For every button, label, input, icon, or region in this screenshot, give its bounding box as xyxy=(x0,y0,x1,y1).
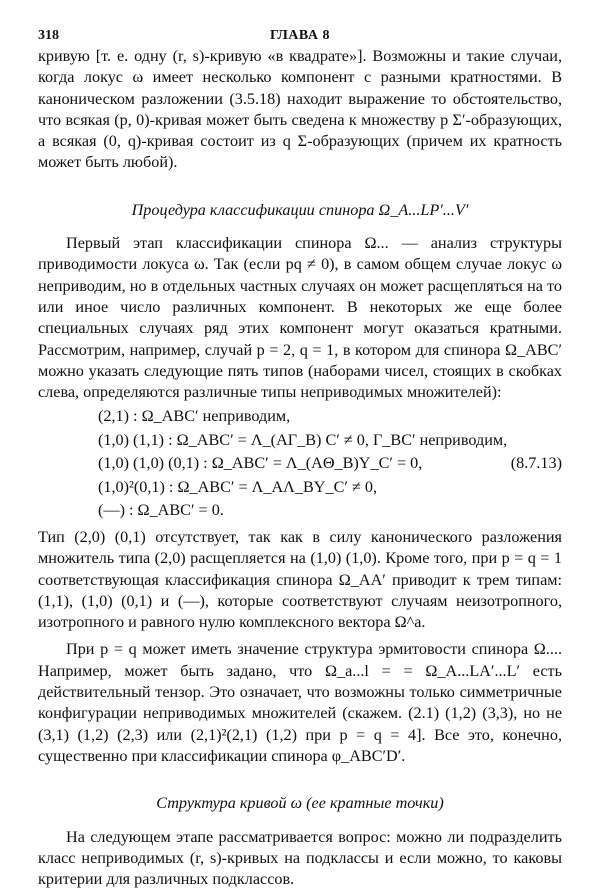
page-header xyxy=(38,28,562,48)
section-heading-classification: Процедура классификации спинора Ω_A...LP′...V′ xyxy=(131,200,469,219)
equation-number: (8.7.13) xyxy=(510,454,562,473)
formula-line: (1,0)²(0,1) : Ω_ABC′ = Λ_AΛ_BΥ_C′ ≠ 0, xyxy=(98,477,378,496)
section-heading-curve-structure: Структура кривой ω (ее кратные точки) xyxy=(156,794,444,813)
page-number: 318 xyxy=(38,28,59,43)
paragraph-hermiticity: При p = q может иметь значение структура эрмитовости спинора Ω.... Например, может быть задано, что Ω_a...l = = Ω_A...LA′...L′ есть действительный тензор. Это означает, что возможны только симметричные конфигурации неприводимых множителей (скажем. (2.1) (1,2) (3,3), но не (3,1) (1,2) (2,3) или (2,1)²(2,1) (1,2) при p = q = 4]. Все это, конечно, существенно при классификации спинора φ_ABC′D′. xyxy=(38,640,562,765)
page-body xyxy=(38,46,562,890)
formula-line: (—) : Ω_ABC′ = 0. xyxy=(98,501,224,520)
formula-block xyxy=(98,406,562,524)
formula-line: (1,0) (1,0) (0,1) : Ω_ABC′ = Λ_(AΘ_B)Υ_C′ = 0, xyxy=(98,454,423,473)
paragraph-type-absent: Тип (2,0) (0,1) отсутствует, так как в силу канонического разложения множитель типа (2,0) расщепляется на (1,0) (1,0). Кроме того, при p = q = 1 соответствующая классификация спинора Ω_AA′ приводит к трем типам: (1,1), (1,0) (0,1) и (—), которые соответствуют случаям неизотропного, изотропного и равного нулю комплексного вектора Ω^a. xyxy=(38,527,562,632)
running-head-chapter: ГЛАВА 8 xyxy=(270,28,330,43)
paragraph-first-stage: Первый этап классификации спинора Ω... — анализ структуры приводимости локуса ω. Так (если pq ≠ 0), в самом общем случае локус ω неприводим, но в отдельных частных случаях он может расщепляться на то или иное число различных компонент. В некоторых же еще более специальных случаях ряд этих компонент могут оказаться кратными. Рассмотрим, например, случай p = 2, q = 1, в котором для спинора Ω_ABC′ можно указать следующие пять типов (наборами чисел, стоящих в скобках слева, определяются различные типы неприводимых множителей): xyxy=(38,234,562,402)
paragraph-next-stage: На следующем этапе рассматривается вопрос: можно ли подразделить класс неприводимых (r, s)-кривых на подклассы и если можно, то каковы критерии для различных подклассов. xyxy=(38,827,562,889)
formula-line: (2,1) : Ω_ABC′ неприводим, xyxy=(98,407,291,426)
paragraph-continuation: кривую [т. е. одну (r, s)-кривую «в квадрате»]. Возможны и такие случаи, когда локус ω имеет несколько компонент с разными кратностями. В каноническом разложении (3.5.18) находит выражение то обстоятельство, что всякая (p, 0)-кривая может быть сведена к множеству p Σ′-образующих, а всякая (0, q)-кривая состоит из q Σ-образующих (причем их кратность может быть любой). xyxy=(38,47,562,172)
formula-line: (1,0) (1,1) : Ω_ABC′ = Λ_(AΓ_B) C′ ≠ 0, Γ_BC′ неприводим, xyxy=(98,430,508,449)
